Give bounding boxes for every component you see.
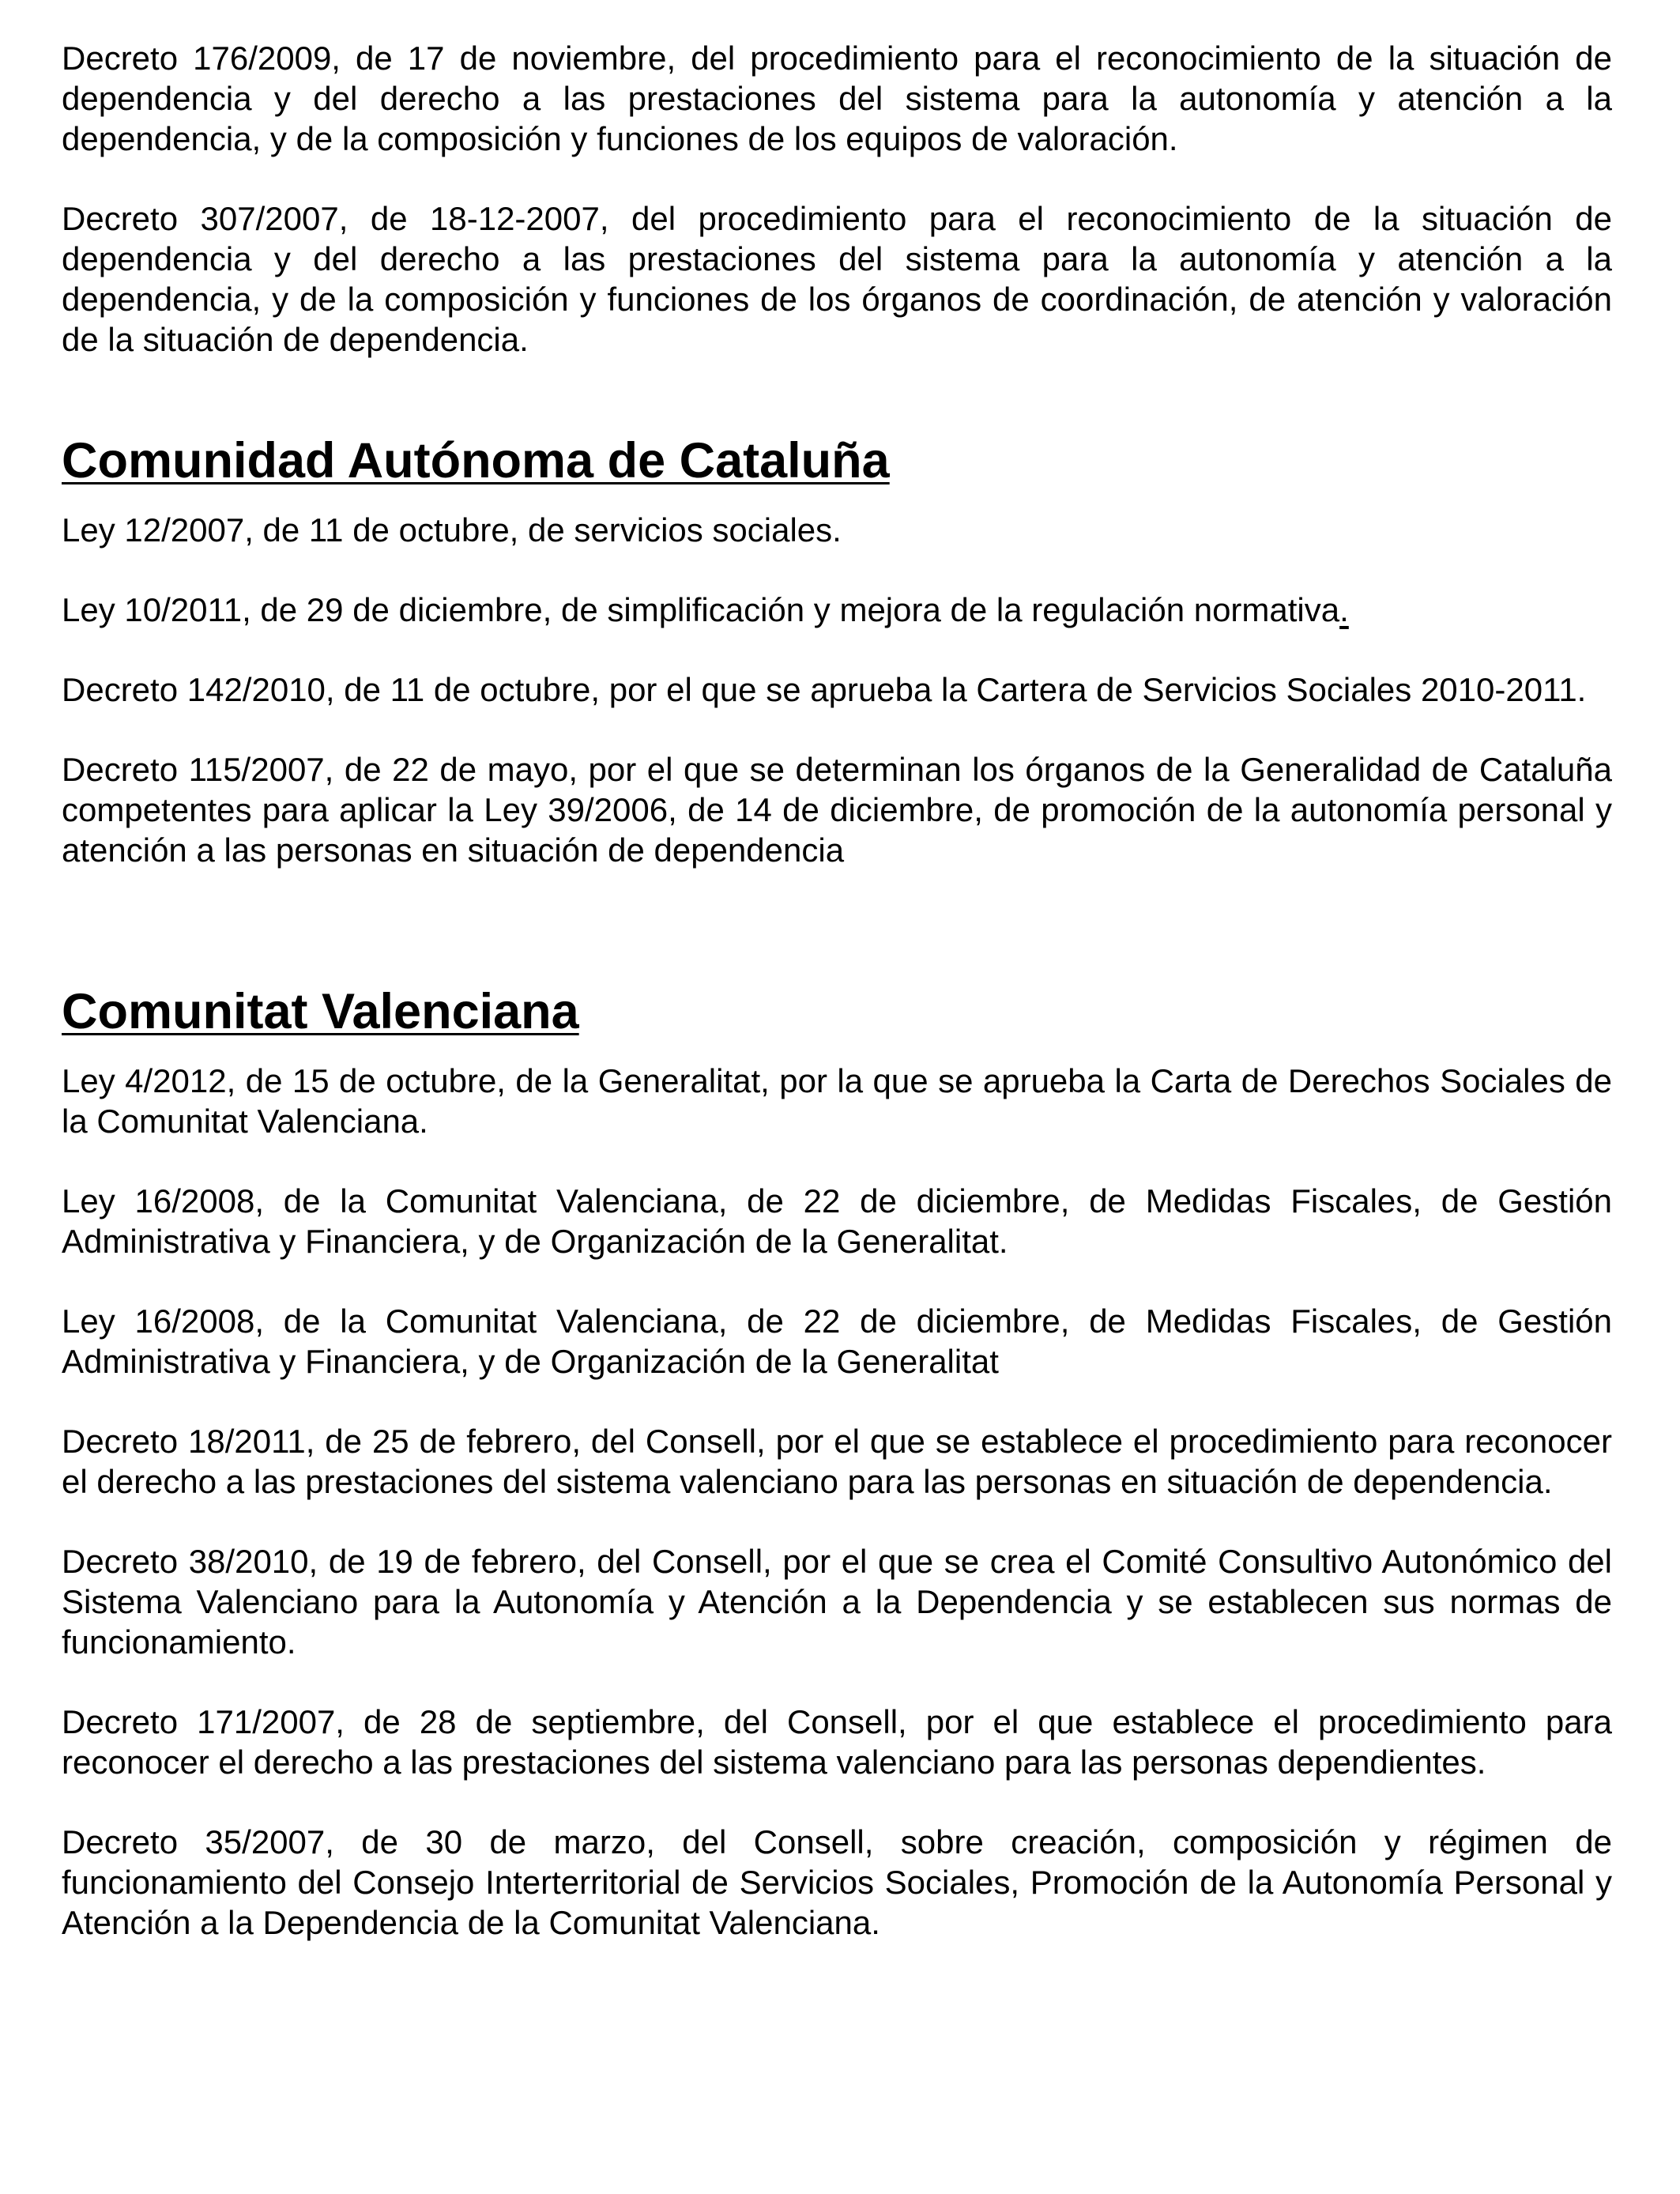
document-page <box>62 38 1612 1943</box>
law-10-2011 <box>62 590 1612 630</box>
heading-valenciana: Comunitat Valenciana <box>62 984 579 1039</box>
law-16-2008-b: Ley 16/2008, de la Comunitat Valenciana, de 22 de diciembre, de Medidas Fiscales, de Gestión Administrativa y Financiera, y de Organización de la Generalitat <box>62 1302 1612 1380</box>
law-4-2012: Ley 4/2012, de 15 de octubre, de la Generalitat, por la que se aprueba la Carta de Derechos Sociales de la Comunitat Valenciana. <box>62 1062 1612 1140</box>
decree-171-2007: Decreto 171/2007, de 28 de septiembre, del Consell, por el que establece el procedimiento para reconocer el derecho a las prestaciones del sistema valenciano para las personas dependientes. <box>62 1703 1612 1781</box>
heading-cataluna: Comunidad Autónoma de Cataluña <box>62 433 890 488</box>
decree-35-2007: Decreto 35/2007, de 30 de marzo, del Consell, sobre creación, composición y régimen de funcionamiento del Consejo Interterritorial de Servicios Sociales, Promoción de la Autonomía Personal y Atención a la Dependencia de la Comunitat Valenciana. <box>62 1823 1612 1941</box>
decree-115-2007: Decreto 115/2007, de 22 de mayo, por el que se determinan los órganos de la Generalidad de Cataluña competentes para aplicar la Ley 39/2006, de 14 de diciembre, de promoción de la autonomía personal y atención a las personas en situación de dependencia <box>62 751 1612 869</box>
decree-38-2010: Decreto 38/2010, de 19 de febrero, del Consell, por el que se crea el Comité Consultivo Autonómico del Sistema Valenciano para la Autonomía y Atención a la Dependencia y se establecen sus normas de funcionamiento. <box>62 1543 1612 1661</box>
underlined-period: . <box>1339 591 1349 628</box>
decree-307-2007: Decreto 307/2007, de 18-12-2007, del procedimiento para el reconocimiento de la situación de dependencia y del derecho a las prestaciones del sistema para la autonomía y atención a la dependencia, y de la composición y funciones de los órganos de coordinación, de atención y valoración de la situación de dependencia. <box>62 200 1612 358</box>
law-10-2011-text: Ley 10/2011, de 29 de diciembre, de simplificación y mejora de la regulación normativa <box>62 591 1340 628</box>
decree-18-2011: Decreto 18/2011, de 25 de febrero, del Consell, por el que se establece el procedimiento para reconocer el derecho a las prestaciones del sistema valenciano para las personas en situación de dependencia. <box>62 1423 1612 1500</box>
law-12-2007: Ley 12/2007, de 11 de octubre, de servicios sociales. <box>62 511 842 548</box>
law-16-2008-a: Ley 16/2008, de la Comunitat Valenciana, de 22 de diciembre, de Medidas Fiscales, de Gestión Administrativa y Financiera, y de Organización de la Generalitat. <box>62 1182 1612 1260</box>
decree-176-2009: Decreto 176/2009, de 17 de noviembre, del procedimiento para el reconocimiento de la situación de dependencia y del derecho a las prestaciones del sistema para la autonomía y atención a la dependencia, y de la composición y funciones de los equipos de valoración. <box>62 40 1612 157</box>
decree-142-2010: Decreto 142/2010, de 11 de octubre, por el que se aprueba la Cartera de Servicios Sociales 2010-2011. <box>62 671 1587 708</box>
